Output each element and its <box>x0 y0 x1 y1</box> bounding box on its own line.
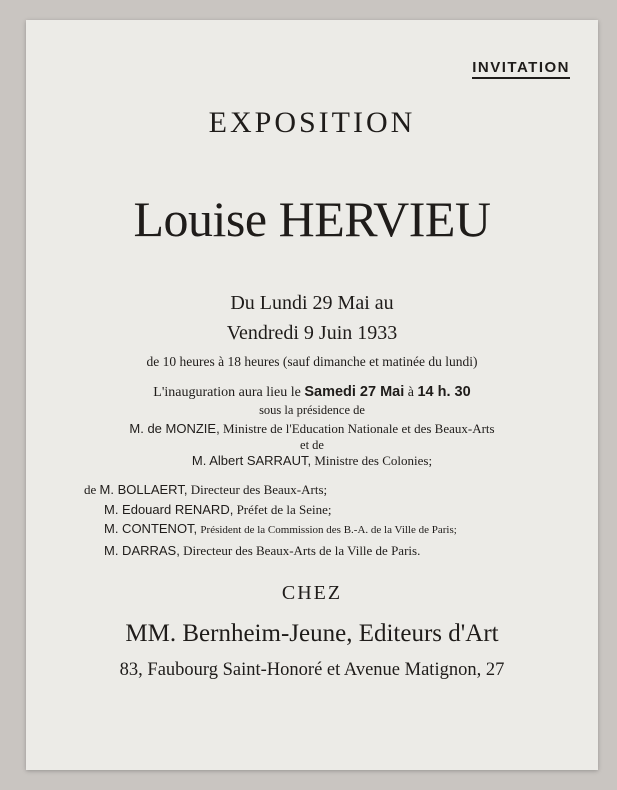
official-line-darras <box>84 541 457 561</box>
official-line-renard <box>84 500 457 520</box>
officials-list <box>84 480 457 560</box>
sarraut-name: M. Albert SARRAUT, <box>191 453 312 468</box>
date-line-2: Vendredi 9 Juin 1933 <box>226 322 398 344</box>
official-line-bollaert <box>84 480 457 500</box>
inauguration-prefix: L'inauguration aura lieu le <box>153 385 301 400</box>
monzie-name: M. de MONZIE, <box>129 421 220 436</box>
inauguration-time-prefix: à <box>407 385 414 400</box>
official-prefix: de <box>84 482 97 497</box>
artist-name: Louise HERVIEU <box>133 191 491 247</box>
gallery-name: MM. Bernheim-Jeune, Editeurs d'Art <box>125 620 499 647</box>
official-name: M. BOLLAERT, <box>99 482 188 497</box>
exhibition-dates <box>26 288 598 348</box>
date-line-1: Du Lundi 29 Mai au <box>230 292 394 314</box>
official-role: Directeur des Beaux-Arts; <box>190 482 328 497</box>
monzie-role: Ministre de l'Education Nationale et des Beaux-Arts <box>222 421 495 436</box>
inauguration-time: 14 h. 30 <box>417 384 471 400</box>
sarraut-role: Ministre des Colonies; <box>314 453 433 468</box>
gallery-address: 83, Faubourg Saint-Honoré et Avenue Matignon, 27 <box>119 660 505 680</box>
et-de-line: et de <box>300 438 324 452</box>
invitation-card <box>26 20 598 770</box>
inauguration-date: Samedi 27 Mai <box>304 384 405 400</box>
official-role: Directeur des Beaux-Arts de la Ville de Paris. <box>183 542 421 558</box>
official-role: Préfet de la Seine; <box>236 501 332 517</box>
sarraut-line <box>26 453 598 469</box>
official-line-contenot <box>84 519 457 541</box>
official-name: M. DARRAS, <box>104 542 180 558</box>
official-name: M. CONTENOT, <box>104 521 198 536</box>
official-name: M. Edouard RENARD, <box>104 501 234 517</box>
presidence-line: sous la présidence de <box>259 403 365 417</box>
exposition-heading: EXPOSITION <box>208 106 416 139</box>
official-role: Président de la Commission des B.-A. de la Ville de Paris; <box>200 524 457 536</box>
opening-hours: de 10 heures à 18 heures (sauf dimanche et matinée du lundi) <box>146 354 478 369</box>
inauguration-line <box>26 384 598 401</box>
chez-heading: CHEZ <box>281 582 343 604</box>
monzie-line <box>26 421 598 437</box>
invitation-label: INVITATION <box>472 59 570 79</box>
